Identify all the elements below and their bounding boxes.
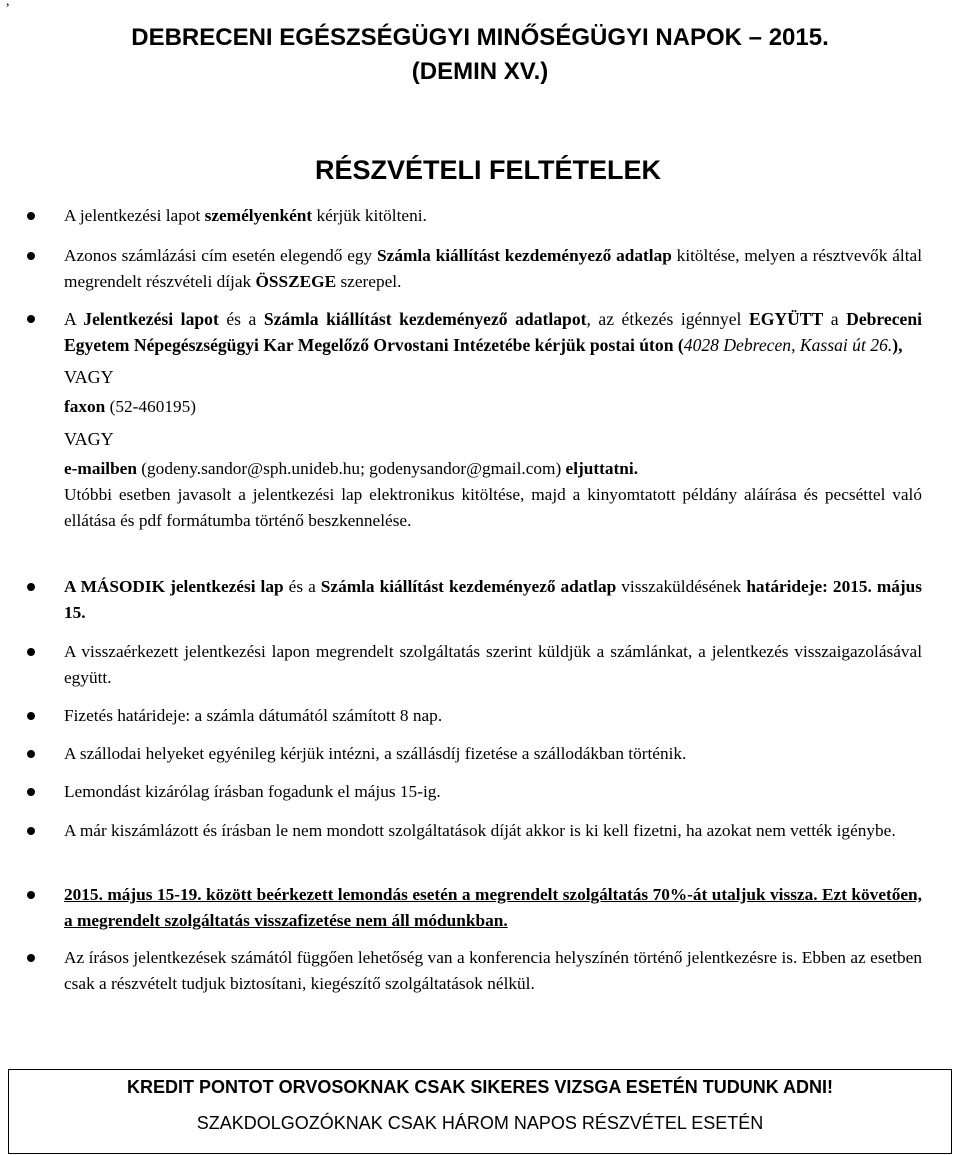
list-item-text: A MÁSODIK jelentkezési lap és a Számla kiállítást kezdeményező adatlap visszaküldésének határideje: 2015. május 15. [64, 577, 922, 622]
bullet-icon [27, 712, 35, 720]
bullet-icon [27, 212, 35, 220]
list-item-text: Fizetés határideje: a számla dátumától számított 8 nap. [64, 706, 443, 725]
bullet-icon [27, 891, 35, 899]
list-item-text: A visszaérkezett jelentkezési lapon megrendelt szolgáltatás szerint küldjük a számlánkat, a jelentkezés visszaigazolásával együtt. [64, 642, 922, 687]
bullet-icon [27, 648, 35, 656]
bullet-icon [27, 788, 35, 796]
list-item-text: Az írásos jelentkezések számától függően lehetőség van a konferencia helyszínén történő jelentkezésre is. Ebben az esetben csak a részvételt tudjuk biztosítani, kiegészítő szolgáltatások nélkül. [64, 948, 922, 993]
document-title: DEBRECENI EGÉSZSÉGÜGYI MINŐSÉGÜGYI NAPOK – 2015. [131, 24, 829, 51]
bullet-icon [27, 827, 35, 835]
section-title: RÉSZVÉTELI FELTÉTELEK [314, 155, 662, 185]
bullet-icon [27, 583, 35, 591]
list-item-text: Azonos számlázási cím esetén elegendő egy Számla kiállítást kezdeményező adatlap kitöltése, melyen a résztvevők által megrendelt részvételi díjak ÖSSZEGE szerepel. [64, 246, 922, 291]
notice-box [8, 1069, 952, 1154]
list-item-text: A jelentkezési lapot személyenként kérjük kitölteni. [64, 206, 427, 225]
list-item-text: A Jelentkezési lapot és a Számla kiállítást kezdeményező adatlapot, az étkezés igénnyel EGYÜTT a Debreceni Egyetem Népegészségügyi Kar Megelőző Orvostani Intézetébe kérjük postai úton (4028 Debrecen, Kassai út 26.), VAGY faxon (52-460195) VAGY e-mailben (godeny.sandor@sph.unideb.hu; godenysandor@gmail.com) eljuttatni. Utóbbi esetben javasolt a jelentkezési lap elektronikus kitöltése, majd a kinyomtatott példány aláírása és pecséttel való ellátása és pdf formátumba történő beszkennelése. [64, 306, 922, 534]
bullet-icon [27, 750, 35, 758]
list-item-text: A szállodai helyeket egyénileg kérjük intézni, a szállásdíj fizetése a szállodákban történik. [64, 744, 687, 763]
bullet-icon [27, 252, 35, 260]
list-item-text: A már kiszámlázott és írásban le nem mondott szolgáltatások díját akkor is ki kell fizetni, ha azokat nem vették igénybe. [64, 821, 896, 840]
notice-line-2: SZAKDOLGOZÓKNAK CSAK HÁROM NAPOS RÉSZVÉTEL ESETÉN [196, 1113, 764, 1133]
or-label: VAGY [64, 367, 114, 387]
list-item-text: Lemondást kizárólag írásban fogadunk el május 15-ig. [64, 782, 441, 801]
corner-mark: , [6, 0, 10, 9]
bullet-icon [27, 315, 35, 323]
list-item-text: 2015. május 15-19. között beérkezett lemondás esetén a megrendelt szolgáltatás 70%-át utaljuk vissza. Ezt követően, a megrendelt szolgáltatás visszafizetése nem áll módunkban. [64, 885, 922, 930]
document-subtitle: (DEMIN XV.) [411, 58, 549, 85]
bullet-icon [27, 954, 35, 962]
submission-note: Utóbbi esetben javasolt a jelentkezési lap elektronikus kitöltése, majd a kinyomtatott példány aláírása és pecséttel való ellátása és pdf formátumba történő beszkennelése. [64, 485, 922, 530]
notice-line-1: KREDIT PONTOT ORVOSOKNAK CSAK SIKERES VIZSGA ESETÉN TUDUNK ADNI! [126, 1077, 834, 1097]
or-label: VAGY [64, 429, 114, 449]
